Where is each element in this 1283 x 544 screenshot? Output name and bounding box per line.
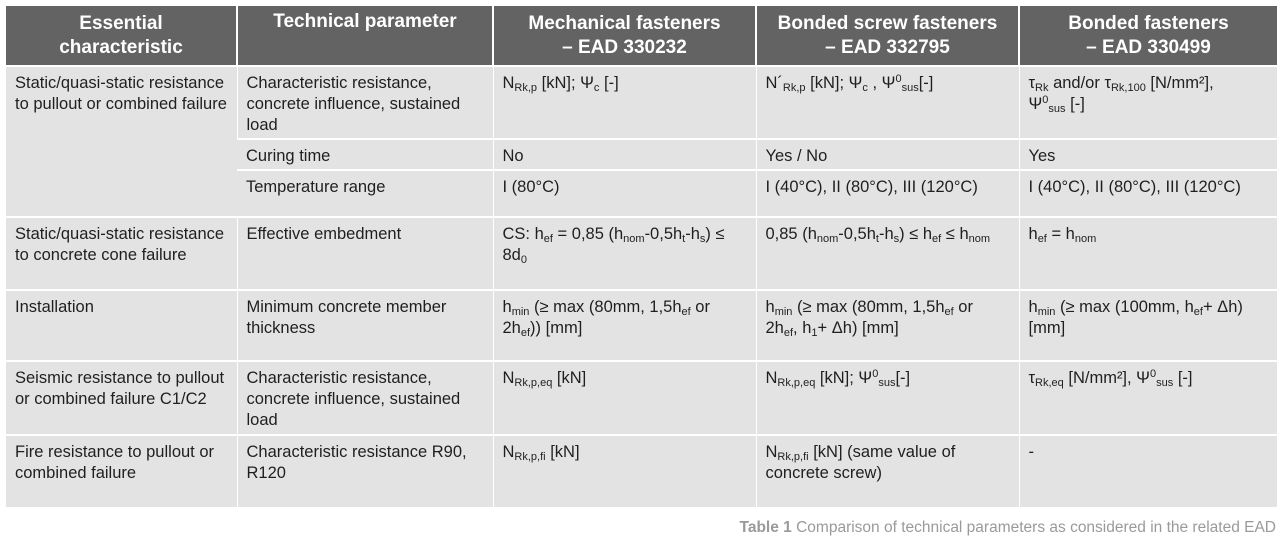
caption-text: Comparison of technical parameters as considered in the related EAD xyxy=(791,519,1276,536)
table-row xyxy=(6,290,1277,361)
cell-parameter: Characteristic resistance, concrete influence, sustained load xyxy=(237,361,493,435)
cell-bonded: - xyxy=(1019,435,1277,507)
cell-bonded-screw: $h_{min}$ (≥ max (80mm, $1,5h_{ef}$ or $2h_{ef}$, $h_1+ \Delta h$) [mm] xyxy=(756,290,1019,361)
cell-bonded: $\tau_{Rk,eq}$ [N/mm²], $\Psi^0_{sus}$ [-] xyxy=(1019,361,1277,435)
cell-parameter: Characteristic resistance R90, R120 xyxy=(237,435,493,507)
cell-bonded-screw: Yes / No xyxy=(756,139,1019,170)
cell-parameter: Temperature range xyxy=(237,170,493,217)
cell-bonded: Yes xyxy=(1019,139,1277,170)
cell-mechanical: $N_{Rk,p}$ [kN]; $\Psi_c$ [-] xyxy=(493,66,756,139)
cell-bonded: $h_{min}$ (≥ max (100mm, $h_{ef}+ \Delta h$) [mm] xyxy=(1019,290,1277,361)
table-row xyxy=(6,217,1277,290)
cell-bonded-screw: $N_{Rk,p,fi}$ [kN] (same value of concrete screw) xyxy=(756,435,1019,507)
header-technical-parameter: Technical parameter xyxy=(237,6,493,66)
cell-mechanical: $N_{Rk,p,fi}$ [kN] xyxy=(493,435,756,507)
comparison-table xyxy=(6,6,1277,507)
cell-essential-characteristic: Installation xyxy=(6,290,237,361)
caption-label: Table 1 xyxy=(739,519,792,536)
cell-parameter: Minimum concrete member thickness xyxy=(237,290,493,361)
cell-essential-characteristic: Static/quasi-static resistance to concrete cone failure xyxy=(6,217,237,290)
header-essential-characteristic: Essential characteristic xyxy=(6,6,237,66)
cell-bonded: $\tau_{Rk}$ and/or $\tau_{Rk,100}$ [N/mm²], $\Psi^0_{sus}$ [-] xyxy=(1019,66,1277,139)
header-row xyxy=(6,6,1277,66)
cell-bonded-screw: $N_{Rk,p,eq}$ [kN]; $\Psi^0_{sus}[-]$ xyxy=(756,361,1019,435)
cell-bonded-screw: 0,85 $(h_{nom}-0,5h_t-h_s) \le h_{ef} \le h_{nom}$ xyxy=(756,217,1019,290)
cell-essential-characteristic: Static/quasi-static resistance to pullout or combined failure xyxy=(6,66,237,217)
table-row xyxy=(6,361,1277,435)
table-row xyxy=(6,66,1277,139)
cell-mechanical: CS: $h_{ef} = 0,85$ $(h_{nom}-0,5h_t-h_s)$ ≤ $8d_0$ xyxy=(493,217,756,290)
cell-mechanical: $N_{Rk,p,eq}$ [kN] xyxy=(493,361,756,435)
cell-mechanical: No xyxy=(493,139,756,170)
cell-parameter: Effective embedment xyxy=(237,217,493,290)
header-mechanical-fasteners: Mechanical fasteners – EAD 330232 xyxy=(493,6,756,66)
cell-parameter: Curing time xyxy=(237,139,493,170)
cell-bonded-screw: $N´_{Rk,p}$ [kN]; $\Psi_c$ , $\Psi^0_{sus}[-]$ xyxy=(756,66,1019,139)
cell-parameter: Characteristic resistance, concrete influence, sustained load xyxy=(237,66,493,139)
header-bonded-screw-fasteners: Bonded screw fasteners – EAD 332795 xyxy=(756,6,1019,66)
table-row xyxy=(6,435,1277,507)
cell-essential-characteristic: Seismic resistance to pullout or combined failure C1/C2 xyxy=(6,361,237,435)
cell-mechanical: $h_{min}$ (≥ max (80mm, $1,5h_{ef}$ or $2h_{ef}$)) [mm] xyxy=(493,290,756,361)
cell-mechanical: I (80°C) xyxy=(493,170,756,217)
header-bonded-fasteners: Bonded fasteners – EAD 330499 xyxy=(1019,6,1277,66)
table-caption xyxy=(740,519,1276,537)
cell-essential-characteristic: Fire resistance to pullout or combined failure xyxy=(6,435,237,507)
cell-bonded: $h_{ef} = h_{nom}$ xyxy=(1019,217,1277,290)
cell-bonded-screw: I (40°C), II (80°C), III (120°C) xyxy=(756,170,1019,217)
cell-bonded: I (40°C), II (80°C), III (120°C) xyxy=(1019,170,1277,217)
